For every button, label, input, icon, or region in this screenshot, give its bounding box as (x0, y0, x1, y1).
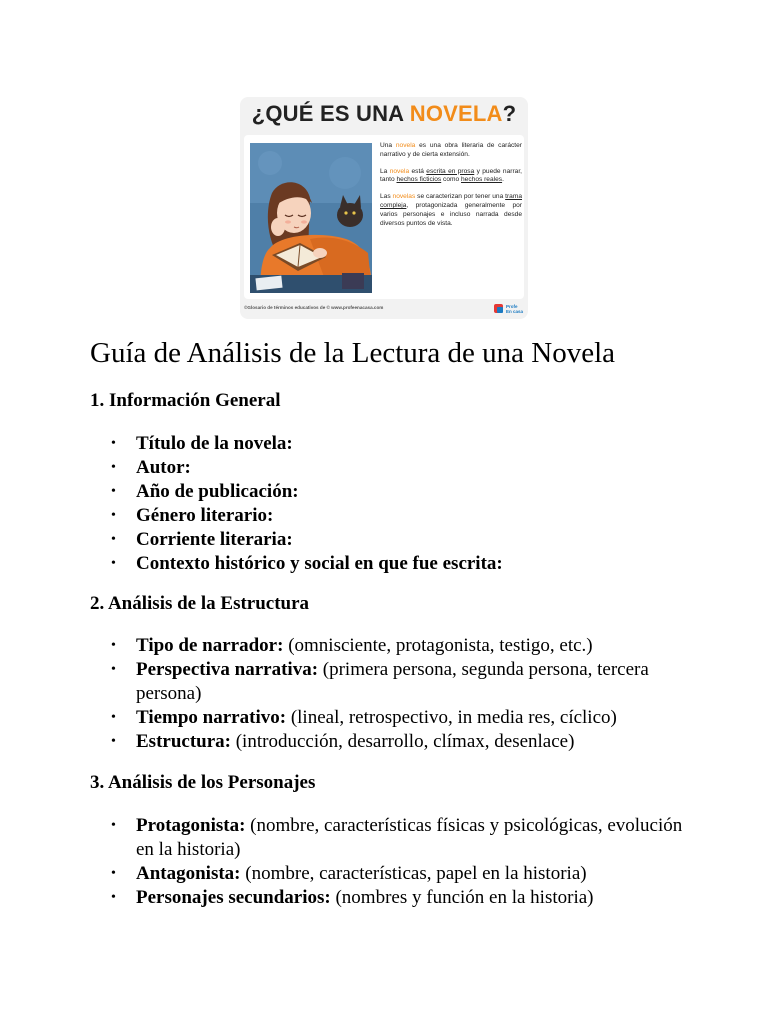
general-info-list (90, 432, 690, 576)
list-item: • Contexto histórico y social en que fue escrita: (90, 552, 690, 576)
list-item: • Corriente literaria: (90, 528, 690, 552)
infographic-title: ¿QUÉ ES UNA NOVELA? (251, 101, 517, 126)
list-item: • Personajes secundarios: (nombres y función en la historia) (90, 886, 690, 910)
structure-list (90, 634, 690, 754)
infographic-card (244, 135, 524, 299)
infographic-paragraph-1: Una novela es una obra literaria de carácter narrativo y de cierta extensión. (380, 142, 522, 158)
list-item: • Estructura: (introducción, desarrollo, clímax, desenlace) (90, 730, 690, 754)
infographic-paragraph-2: La novela está escrita en prosa y puede narrar, tanto hechos ficticios como hechos reales. (380, 167, 522, 184)
list-item: • Tipo de narrador: (omnisciente, protagonista, testigo, etc.) (90, 634, 690, 658)
logo-text: Profe En casa (506, 304, 524, 314)
list-item: • Tiempo narrativo: (lineal, retrospectivo, in media res, cíclico) (90, 706, 690, 730)
novela-infographic (240, 97, 528, 319)
list-item: • Autor: (90, 456, 690, 480)
infographic-footer: ©Glosario de términos educativos de © www.profeenacasa.com (244, 305, 384, 310)
section-heading-characters: 3. Análisis de los Personajes (90, 772, 316, 793)
girl-reading-illustration (250, 143, 372, 293)
profeencasa-logo (494, 303, 524, 315)
list-item: • Año de publicación: (90, 480, 690, 504)
logo-mark-secondary-icon (497, 307, 503, 313)
list-item: • Género literario: (90, 504, 690, 528)
infographic-paragraph-3: Las novelas se caracterizan por tener una trama compleja, protagonizada generalmente por varios personajes e incluso narrada desde diversos puntos de vista. (380, 193, 523, 227)
list-item: • Perspectiva narrativa: (primera persona, segunda persona, tercera persona) (90, 658, 690, 706)
section-heading-structure: 2. Análisis de la Estructura (90, 593, 310, 614)
characters-list (90, 814, 690, 910)
list-item: • Título de la novela: (90, 432, 690, 456)
infographic-text (380, 142, 522, 236)
page-title: Guía de Análisis de la Lectura de una Novela (90, 337, 616, 369)
list-item: • Protagonista: (nombre, características físicas y psicológicas, evolución en la historia) (90, 814, 690, 862)
list-item: • Antagonista: (nombre, características, papel en la historia) (90, 862, 690, 886)
section-heading-general-info: 1. Información General (90, 390, 281, 411)
